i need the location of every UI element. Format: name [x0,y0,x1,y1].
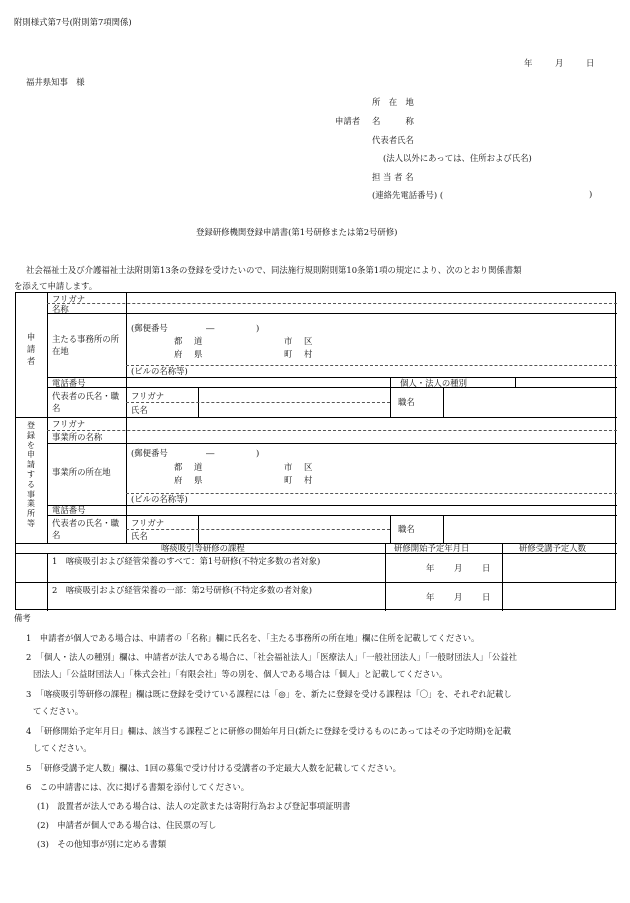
office-pref-ken: 県 [194,475,203,485]
office-name-label: 事業所の名称 [52,432,103,442]
rep-title-label: 職名 [398,397,415,407]
city-shi: 市 [284,336,293,346]
main-office-label: 主たる事務所の所在地 [52,334,119,356]
note-2b: 団法人」「公益財団法人」「株式会社」「有限会社」等の別を、個人である場合は「個人」と記載してください。 [33,669,448,679]
pref-fu: 府 [174,349,183,359]
date-year: 年 [524,58,533,68]
course-1-day: 日 [482,563,491,573]
course-2-label: 2 喀痰吸引および経管栄養の一部：第2号研修(不特定多数の者対象) [52,585,313,595]
building-label: (ビルの名称等) [131,366,188,376]
date-day: 日 [586,58,595,68]
office-pref-do: 道 [194,462,203,472]
office-rep-name-title-label: 代表者の氏名・職名 [52,518,119,540]
note-4b: してください。 [33,743,92,753]
document-title: 登録研修機関登録申請書(第1号研修または第2号研修) [196,227,398,237]
pref-do: 道 [194,336,203,346]
rep-name-label: 氏名 [131,405,148,415]
town-machi: 町 [284,349,293,359]
rep-furigana-label: フリガナ [131,391,165,401]
course-1-month: 月 [454,563,463,573]
course-1-year: 年 [426,563,435,573]
office-rep-title-label: 職名 [398,524,415,534]
note-5: 5 「研修受講予定人数」欄は、1回の募集で受け付ける受講者の予定最大人数を記載してください。 [26,763,401,773]
note-1: 1 申請者が個人である場合は、申請者の「名称」欄に氏名を、「主たる事務所の所在地」欄に住所を記載してください。 [26,633,480,643]
entity-type-label: 個人・法人の種別 [400,378,467,388]
phone-label: 電話番号 [52,378,86,388]
pref-to: 都 [174,336,183,346]
postal-label: (郵便番号 [131,323,168,333]
note-6-3: (3) その他知事が別に定める書類 [37,839,167,849]
applicant-rep-note: (法人以外にあっては、住所および氏名) [383,153,532,163]
intro-line-2: を添えて申請します。 [14,281,98,291]
capacity-header: 研修受講予定人数 [519,543,586,553]
office-postal-label: (郵便番号 [131,448,168,458]
office-city-ku: 区 [304,462,313,472]
office-city-shi: 市 [284,462,293,472]
date-month: 月 [555,58,564,68]
applicant-address-label: 所 在 地 [372,97,414,107]
applicant-contact-close: ) [589,189,593,199]
office-furigana-label: フリガナ [52,419,86,429]
postal-dash: ― [206,323,215,333]
start-date-header: 研修開始予定年月日 [394,543,470,553]
office-town-mura: 村 [304,475,313,485]
addressee: 福井県知事 様 [26,77,85,87]
applicant-name-label: 名 称 [372,116,414,126]
applicant-furigana-label: フリガナ [52,294,86,304]
note-4a: 4 「研修開始予定年月日」欄は、該当する課程ごとに研修の開始年月日(新たに登録を受けるものにあってはその予定時期)を記載 [26,726,511,736]
note-2a: 2 「個人・法人の種別」欄は、申請者が法人である場合に、「社会福祉法人」「医療法人」「一般社団法人」「一般財団法人」「公益社 [26,652,518,662]
note-3a: 3 「喀痰吸引等研修の課程」欄は既に登録を受けている課程には「◎」を、新たに登録を受ける課程は「〇」を、それぞれ記載し [26,689,512,699]
application-form-table [15,292,616,610]
applicant-name-cell-label: 名称 [52,304,69,314]
office-building-label: (ビルの名称等) [131,494,188,504]
office-pref-to: 都 [174,462,183,472]
applicant-staff-label: 担 当 者 名 [372,172,414,182]
form-number: 附則様式第7号(附則第7項関係) [14,17,132,27]
office-rep-furigana-label: フリガナ [131,518,165,528]
pref-ken: 県 [194,349,203,359]
course-2-day: 日 [482,592,491,602]
town-mura: 村 [304,349,313,359]
notes-heading: 備考 [14,613,31,623]
course-header: 喀痰吸引等研修の課程 [161,543,245,553]
applicant-contact-label: (連絡先電話番号) ( [372,190,444,200]
note-6-2: (2) 申請者が個人である場合は、住民票の写し [37,820,217,830]
office-postal-dash: ― [206,448,215,458]
office-phone-label: 電話番号 [52,505,86,515]
applicant-label: 申請者 [335,116,361,126]
office-location-label: 事業所の所在地 [52,467,111,477]
note-6-1: (1) 設置者が法人である場合は、法人の定款または寄附行為および登記事項証明書 [37,801,351,811]
course-1-label: 1 喀痰吸引および経管栄養のすべて：第1号研修(不特定多数の者対象) [52,556,321,566]
city-ku: 区 [304,336,313,346]
course-2-month: 月 [454,592,463,602]
note-6: 6 この申請書には、次に掲げる書類を添付してください。 [26,782,250,792]
office-postal-close: ) [256,448,260,458]
course-2-year: 年 [426,592,435,602]
intro-line-1: 社会福祉士及び介護福祉士法附則第13条の登録を受けたいので、同法施行規則附則第10条第1項の規定により、次のとおり関係書類 [26,265,522,275]
office-rep-name-label: 氏名 [131,531,148,541]
postal-close: ) [256,323,260,333]
office-town-machi: 町 [284,475,293,485]
rep-name-title-label: 代表者の氏名・職名 [52,391,119,413]
note-3b: てください。 [33,706,84,716]
applicant-rep-label: 代表者氏名 [372,135,414,145]
section-applicant-label: 申請者 [26,332,36,366]
section-office-label: 登録を申請する事業所等 [27,421,35,528]
office-pref-fu: 府 [174,475,183,485]
